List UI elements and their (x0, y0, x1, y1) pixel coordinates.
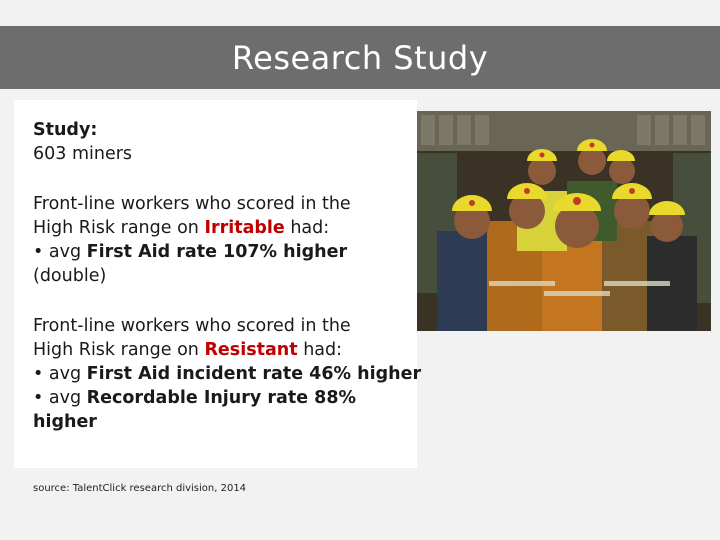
block1-bullet-bold: First Aid rate 107% higher (86, 242, 348, 262)
block2-line2-suffix: had: (297, 340, 343, 360)
miners-photo (417, 111, 711, 331)
block2-bullet2 (33, 386, 423, 434)
block2-line2-prefix: High Risk range on (33, 340, 205, 360)
block2-bullet1 (33, 362, 423, 386)
block2-line1: Front-line workers who scored in the (33, 316, 351, 336)
block2-bullet1-prefix: • avg (33, 364, 87, 384)
spacer (33, 288, 423, 314)
block1-line2-prefix: High Risk range on (33, 218, 205, 238)
study-label: Study: (33, 120, 98, 140)
irritable-highlight: Irritable (204, 218, 285, 238)
block2-line2 (33, 338, 423, 362)
miners-photo-illustration (417, 111, 711, 331)
block1-bullet-prefix: • avg (33, 242, 87, 262)
spacer (33, 166, 423, 192)
resistant-highlight: Resistant (204, 340, 298, 360)
title-bar (0, 26, 720, 89)
block1-bullet (33, 240, 423, 288)
block1-bullet-suffix: (double) (33, 266, 107, 286)
study-value: 603 miners (33, 144, 133, 164)
block2-bullet2-prefix: • avg (33, 388, 87, 408)
slide-title: Research Study (231, 38, 489, 77)
block2-bullet1-bold: First Aid incident rate 46% higher (86, 364, 422, 384)
block1-line2 (33, 216, 423, 240)
block2-bullet2-bold: Recordable Injury rate 88% higher (33, 388, 357, 432)
block1-line2-suffix: had: (284, 218, 330, 238)
block1-line1: Front-line workers who scored in the (33, 194, 351, 214)
text-block (33, 118, 423, 434)
source-citation: source: TalentClick research division, 2014 (33, 483, 247, 494)
